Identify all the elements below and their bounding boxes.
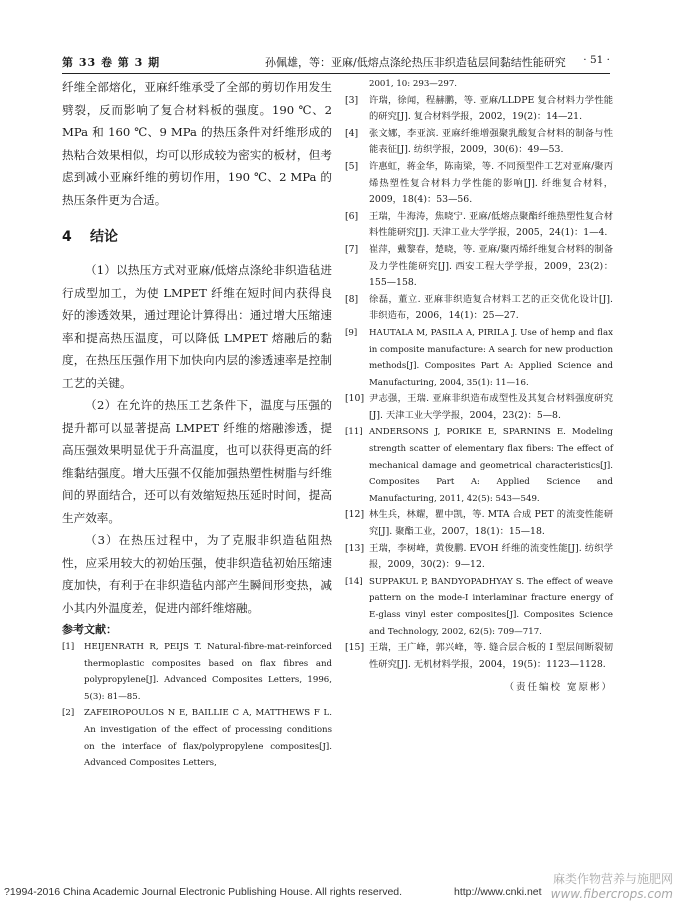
reference-index: [3] (345, 94, 359, 106)
reference-text: SUPPAKUL P, BANDYOPADHYAY S. The effect of weave pattern on the mode-I interlaminar fracture energy of E-glass vinyl ester composites[J]. Composites Science and Technology, 2002, 62(5): 709—717. (369, 576, 613, 637)
left-column (62, 76, 332, 772)
page-header (62, 50, 610, 72)
reference-item (345, 391, 613, 424)
reference-text: HAUTALA M, PASILA A, PIRILA J. Use of hemp and flax in composite manufacture: A search for new production methods[J]. Composites Part A: Applied Science and Manufacturing, 2004, 35(1): 11—16. (369, 327, 613, 388)
reference-index: [6] (345, 210, 359, 222)
copyright-text: ?1994-2016 China Academic Journal Electronic Publishing House. All rights reserved. (4, 886, 403, 898)
reference-item (62, 705, 332, 771)
reference-index: [14] (345, 576, 363, 587)
conclusion-paragraph: （1）以热压方式对亚麻/低熔点涤纶非织造毡进行成型加工，为使 LMPET 纤维在短时间内获得良好的渗透效果，通过理论计算得出：通过增大压缩速率和提高热压温度，可以降低 LMPET 熔融后的黏度，在热压压强作用下加快向内层的渗透速率是控制工艺的关键。 (62, 263, 332, 390)
journal-issue: 第 33 卷 第 3 期 (62, 56, 161, 69)
running-title: 孙佩雄，等：亚麻/低熔点涤纶热压非织造毡层间黏结性能研究 (265, 56, 566, 69)
reference-item (345, 640, 613, 673)
reference-item (345, 292, 613, 325)
reference-item (345, 209, 613, 242)
reference-text: 崔萍，戴黎春，楚晓，等. 亚麻/聚丙烯纤维复合材料的制备及力学性能研究[J]. 西安工程大学学报，2009，23(2)：155—158. (369, 243, 613, 289)
reference-text: ZAFEIROPOULOS N E, BAILLIE C A, MATTHEWS F L. An investigation of the effect of processing conditions on the interface of flax/polypropylene composites[J]. Advanced Composites Letters, (84, 708, 332, 769)
reference-item (345, 541, 613, 574)
reference-index: [7] (345, 243, 359, 255)
reference-index: [5] (345, 160, 359, 172)
reference-item (345, 507, 613, 540)
reference-index: [9] (345, 327, 358, 338)
conclusion-paragraph: （2）在允许的热压工艺条件下，温度与压强的提升都可以显著提高 LMPET 纤维的熔融渗透，提高压强效果明显优于升高温度，也可以获得更高的纤维黏结强度。增大压强不仅能加强热塑性树脂与纤维间的界面结合，还可以有效缩短热压延时时间，提高生产效率。 (62, 398, 332, 525)
reference-index: [1] (62, 642, 75, 652)
header-rule (62, 73, 610, 74)
publisher-link[interactable]: http://www.cnki.net (454, 886, 542, 898)
reference-text: 张文娜，李亚滨. 亚麻纤维增强聚乳酸复合材料的制备与性能表征[J]. 纺织学报，2009，30(6)：49—53. (369, 127, 613, 156)
reference-text: HEIJENRATH R, PEIJS T. Natural-fibre-mat-reinforced thermoplastic composites based on flax fibres and polypropylene[J]. Advanced Composites Letters, 1996, 5(3): 81—85. (84, 642, 332, 702)
reference-index: [2] (62, 708, 75, 719)
reference-index: [13] (345, 542, 365, 554)
section-title: 结论 (90, 229, 118, 245)
reference-text: 徐磊，董立. 亚麻非织造复合材料工艺的正交优化设计[J]. 非织造布，2006，14(1)：25—27. (369, 293, 613, 322)
reference-index: [4] (345, 127, 359, 139)
reference-item (345, 424, 613, 507)
reference-text: 2001, 10: 293—297. (369, 79, 458, 89)
reference-text: 王瑞，李树峰，黄俊鹏. EVOH 纤维的流变性能[J]. 纺织学报，2009，30(2)：9—12. (369, 542, 613, 571)
reference-item (345, 126, 613, 159)
watermark-cn: 麻类作物营养与施肥网 (552, 872, 673, 886)
references-title: 参考文献： (62, 623, 117, 636)
reference-item (62, 639, 332, 705)
reference-text: 许瑞，徐闻，程赫鹏，等. 亚麻/LLDPE 复合材料力学性能的研究[J]. 复合材料学报，2002，19(2)：14—21. (369, 94, 613, 123)
reference-text: ANDERSONS J, PORIKE E, SPARNINS E. Modeling strength scatter of elementary flax fibers: The effect of mechanical damage and geometrical characteristics[J]. Composites Part A: Applied Science and Manufacturing, 2011, 42(5): 543—549. (369, 427, 613, 504)
reference-text: 王瑞，王广峰，郭兴峰，等. 缝合层合板的 I 型层间断裂韧性研究[J]. 无机材料学报，2004，19(5)：1123—1128. (369, 642, 613, 670)
page-number: · 51 · (583, 54, 610, 66)
reference-text: 林生兵，林耀，瞿中凯，等. MTA 合成 PET 的流变性能研究[J]. 聚酯工业，2007，18(1)：15—18. (369, 509, 613, 538)
reference-index: [10] (345, 393, 365, 405)
reference-index: [15] (345, 642, 365, 654)
reference-text: 尹志强，王瑞. 亚麻非织造布成型性及其复合材料强度研究[J]. 天津工业大学学报，2004，23(2)：5—8. (369, 393, 613, 421)
reference-item (345, 159, 613, 209)
intro-paragraph: 纤维全部熔化，亚麻纤维承受了全部的剪切作用发生劈裂，反而影响了复合材料板的强度。190 ℃、2 MPa 和 160 ℃、9 MPa 的热压条件对纤维形成的热粘合效果相似，均可以形成较为密实的板材，但考虑到减小亚麻纤维的剪切作用，190 ℃、2 MPa 的热压条件更为合适。 (62, 80, 332, 207)
reference-text: 王瑞，牛海涛，焦晓宁. 亚麻/低熔点聚酯纤维热塑性复合材料性能研究[J]. 天津工业大学学报，2005，24(1)：1—4. (369, 210, 613, 239)
reference-index: [12] (345, 509, 365, 521)
reference-item (345, 242, 613, 292)
reference-index: [11] (345, 427, 363, 438)
conclusion-paragraph: （3）在热压过程中，为了克服非织造毡阻热性，应采用较大的初始压强，使非织造毡初始压缩速度加快，有利于在非织造毡内部产生瞬间形变热，减小其内外温度差，促进内部纤维熔融。 (62, 533, 332, 615)
watermark (551, 872, 673, 902)
reference-item (345, 574, 613, 640)
watermark-url: www.fibercrops.com (550, 887, 673, 901)
reference-index: [8] (345, 293, 359, 305)
reference-text: 许惠虹，蒋金华，陈南梁，等. 不同预型件工艺对亚麻/聚丙烯热塑性复合材料力学性能的影响[J]. 纤维复合材料，2009，18(4)：53—56. (369, 160, 613, 206)
editor-note: （责任编校 宽原彬） (504, 682, 613, 694)
reference-continuation (345, 76, 613, 93)
right-column (345, 76, 613, 693)
reference-item (345, 325, 613, 391)
reference-item (345, 93, 613, 126)
section-heading (62, 225, 332, 249)
section-number: 4 (62, 229, 72, 245)
